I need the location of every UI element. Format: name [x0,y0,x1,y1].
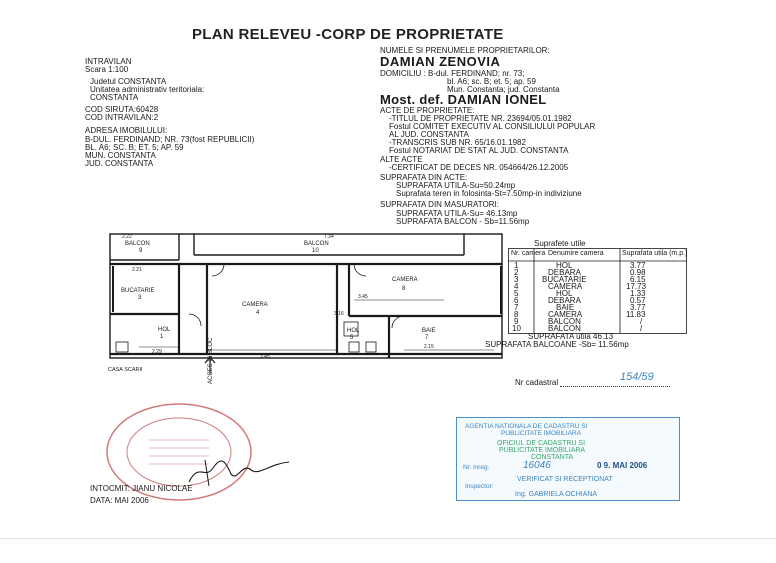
plan-acces-label: ACCES IN BLOC [208,337,214,384]
plan-dim-camera-right: 3.45 [358,294,368,300]
signature [185,452,295,488]
table-caption: Suprafete utile [534,239,586,248]
intravilan-label: INTRAVILAN [85,57,132,66]
plan-dim-top-right: 7.34 [324,234,334,240]
page-bottom-divider [0,538,776,539]
plan-camera-mid-label: CAMERA [242,302,268,308]
suprafata-acte-line-1: SUPRAFATA UTILA-Su=50.24mp [396,181,516,190]
plan-bucatarie-label: BUCATARIE [121,288,155,294]
table-grid [508,248,688,334]
blue-stamp-inspector-label: Inspector: [465,483,494,490]
page-title: PLAN RELEVEU -CORP DE PROPRIETATE [192,26,504,43]
adresa-line-3: MUN. CONSTANTA [85,151,156,160]
blue-stamp-verificat: VERIFICAT SI RECEPTIONAT [517,476,613,483]
blue-stamp-line-1: AGENTIA NATIONALA DE CADASTRU SI [465,423,588,430]
domiciliu-line-1: DOMICILIU : B-dul. FERDINAND; nr. 73; [380,69,525,78]
plan-hol2-label: HOL [347,328,360,334]
cod-siruta: COD SIRUTA:60428 [85,105,159,114]
adresa-line-4: JUD. CONSTANTA [85,159,154,168]
plan-hol-label: HOL [158,327,171,333]
plan-balcon-big-label: BALCON [304,241,329,247]
nr-cadastral-label: Nr cadastral [515,378,559,387]
table-header-denumire: Denumire camera [548,250,604,257]
plan-balcon-big-number: 10 [312,248,319,254]
adresa-line-2: BL. A6; SC. B; ET. 5; AP. 59 [85,143,184,152]
document-page: PLAN RELEVEU -CORP DE PROPRIETATE INTRAVILAN Scara 1:100 Judetul CONSTANTA Unitatea administrativ teritoriala: CONSTANTA COD SIRUTA:60428 COD INTRAVILAN:2 ADRESA IMOBILULUI: B-DUL. FERDINAND; NR. 73(fost REPUBLICII) BL. A6; SC. B; ET. 5; AP. 59 MUN. CONSTANTA JUD. CONSTANTA NUMELE SI PRENUMELE PROPRIETARILOR: DAMIAN ZENOVIA DOMICILIU : B-dul. FERDINAND; nr. 73; bl. A6; sc. B; et. 5; ap. 59 Mun. Constanta; jud. Constanta Most. def. DAMIAN IONEL ACTE DE PROPRIETATE: -TITLUL DE PROPRIETATE NR. 23694/05.01.1982 Fostul COMITET EXECUTIV AL CONSILIULUI POPULAR AL JUD. CONSTANTA -TRANSCRIS SUB NR. 65/16.01.1982 Fostul NOTARIAT DE STAT AL JUD. CONSTANTA ALTE ACTE -CERTIFICAT DE DECES NR. 054664/26.12.2005 SUPRAFATA DIN ACTE: SUPRAFATA UTILA-Su=50.24mp Suprafata teren in folosinta-St=7.50mp-in indiviziune SUPRAFATA DIN MASURATORI: SUPRAFATA UTILA-Su= 46.13mp SUPRAFATA BALCON - Sb=11.56mp BALCON 9 BALCON 10 BUCATARIE 3 CAMERA 4 CAMERA 8 HOL 1 HOL 5 BAIE 7 2.22 7.34 2.21 3.45 3.45 2.29 2.15 3.16 CASA SCARII ACCES IN BLOC Suprafete utile Nr. camera Denumire camera Suprafata utila (m.p.) 1 HOL 3.77 2 DEBARA 0.98 3 BUCATARIE 6.15 4 CAMERA 17.73 5 HOL 1.33 6 DEBARA 0.57 7 BAIE 3.77 8 CAMERA 11.83 9 BALCON / 10 BALCON / SUPRAFATA utila 46.13 SUPRAFATA BALCOANE -Sb= 11.56mp Nr cadastral 154/59 AGENTIA NATIONALA DE CADASTRU SI PUBLICITATE IMOBILIARA OFICIUL DE CADASTRU SI PUBLICITATE IMOBILIARA CONSTANTA Nr. inreg. 16046 0 9. MAI 2006 VERIFICAT SI RECEPTIONAT Inspector: Ing. GABRIELA OCHIANA INTOCMIT: JIANU NICOLAE DATA: MAI 2006 [0,0,776,563]
plan-baie-label: BAIE [422,328,436,334]
act-line-2: Fostul COMITET EXECUTIV AL CONSILIULUI POPULAR [389,122,596,131]
floor-plan [104,230,504,375]
intocmit-label: INTOCMIT: JIANU NICOLAE [90,484,193,493]
suprafata-balcoane: SUPRAFATA BALCOANE -Sb= 11.56mp [485,340,629,349]
blue-cadastre-stamp [456,417,680,501]
cod-intravilan: COD INTRAVILAN:2 [85,113,159,122]
suprafata-masuratori-label: SUPRAFATA DIN MASURATORI: [380,200,499,209]
plan-hol2-number: 5 [350,335,354,341]
nr-cadastral-line [560,386,670,388]
domiciliu-line-3: Mun. Constanta; jud. Constanta [447,85,560,94]
uat-value: CONSTANTA [90,93,139,102]
blue-stamp-line-4: PUBLICITATE IMOBILIARA [499,447,586,454]
blue-stamp-nr-inreg-label: Nr. inreg. [463,464,490,471]
plan-dim-side: 3.16 [334,311,344,317]
act-line-3: AL JUD. CONSTANTA [389,130,469,139]
plan-dim-bucatarie: 2.21 [132,267,142,273]
judet-label: Judetul CONSTANTA [90,77,167,86]
blue-stamp-line-2: PUBLICITATE IMOBILIARA [501,430,581,437]
table-header-suprafata: Suprafata utila (m.p.) [622,250,688,257]
alte-acte-label: ALTE ACTE [380,155,423,164]
plan-dim-hol: 2.29 [152,349,162,355]
scale-label: Scara 1:100 [85,65,129,74]
plan-camera-right-label: CAMERA [392,277,418,283]
uat-label: Unitatea administrativ teritoriala: [90,85,205,94]
blue-stamp-inspector-name: Ing. GABRIELA OCHIANA [515,491,598,498]
plan-camera-right-number: 8 [402,286,406,292]
adresa-line-1: B-DUL. FERDINAND; NR. 73(fost REPUBLICII) [85,135,255,144]
alte-acte-line-1: -CERTIFICAT DE DECES NR. 054664/26.12.2005 [389,163,569,172]
plan-baie-number: 7 [425,335,429,341]
act-line-4: -TRANSCRIS SUB NR. 65/16.01.1982 [389,138,526,147]
blue-stamp-line-3: OFICIUL DE CADASTRU SI [497,440,586,447]
suprafata-acte-label: SUPRAFATA DIN ACTE: [380,173,468,182]
act-line-5: Fostul NOTARIAT DE STAT AL JUD. CONSTANTA [389,146,569,155]
blue-stamp-date: 0 9. MAI 2006 [597,461,648,470]
adresa-label: ADRESA IMOBILULUI: [85,126,168,135]
plan-dim-camera: 3.45 [260,354,270,360]
plan-casa-scarii: CASA SCARII [108,367,143,373]
plan-balcon-small-number: 9 [139,248,143,254]
act-line-1: -TITLUL DE PROPRIETATE NR. 23694/05.01.1982 [389,114,572,123]
plan-balcon-small-label: BALCON [125,241,150,247]
owner-name: DAMIAN ZENOVIA [380,54,501,69]
plan-camera-mid-number: 4 [256,310,260,316]
nr-cadastral-value: 154/59 [620,371,654,383]
nume-label: NUMELE SI PRENUMELE PROPRIETARILOR: [380,46,550,55]
table-total: SUPRAFATA utila 46.13 [528,332,614,341]
suprafata-masuratori-line-1: SUPRAFATA UTILA-Su= 46.13mp [396,209,518,218]
suprafata-masuratori-line-2: SUPRAFATA BALCON - Sb=11.56mp [396,217,530,226]
plan-dim-top-left: 2.22 [122,234,132,240]
plan-hol-number: 1 [160,334,164,340]
suprafata-acte-line-2: Suprafata teren in folosinta-St=7.50mp-in indiviziune [396,189,582,198]
plan-bucatarie-number: 3 [138,295,142,301]
acte-label: ACTE DE PROPRIETATE: [380,106,475,115]
blue-stamp-line-5: CONSTANTA [531,454,574,461]
data-label: DATA: MAI 2006 [90,496,149,505]
plan-dim-baie: 2.15 [424,344,434,350]
table-header-nr: Nr. camera [511,250,546,257]
owner2-name: Most. def. DAMIAN IONEL [380,92,547,107]
domiciliu-line-2: bl. A6; sc. B; et. 5; ap. 59 [447,77,536,86]
blue-stamp-nr-inreg-value: 16046 [523,460,551,471]
